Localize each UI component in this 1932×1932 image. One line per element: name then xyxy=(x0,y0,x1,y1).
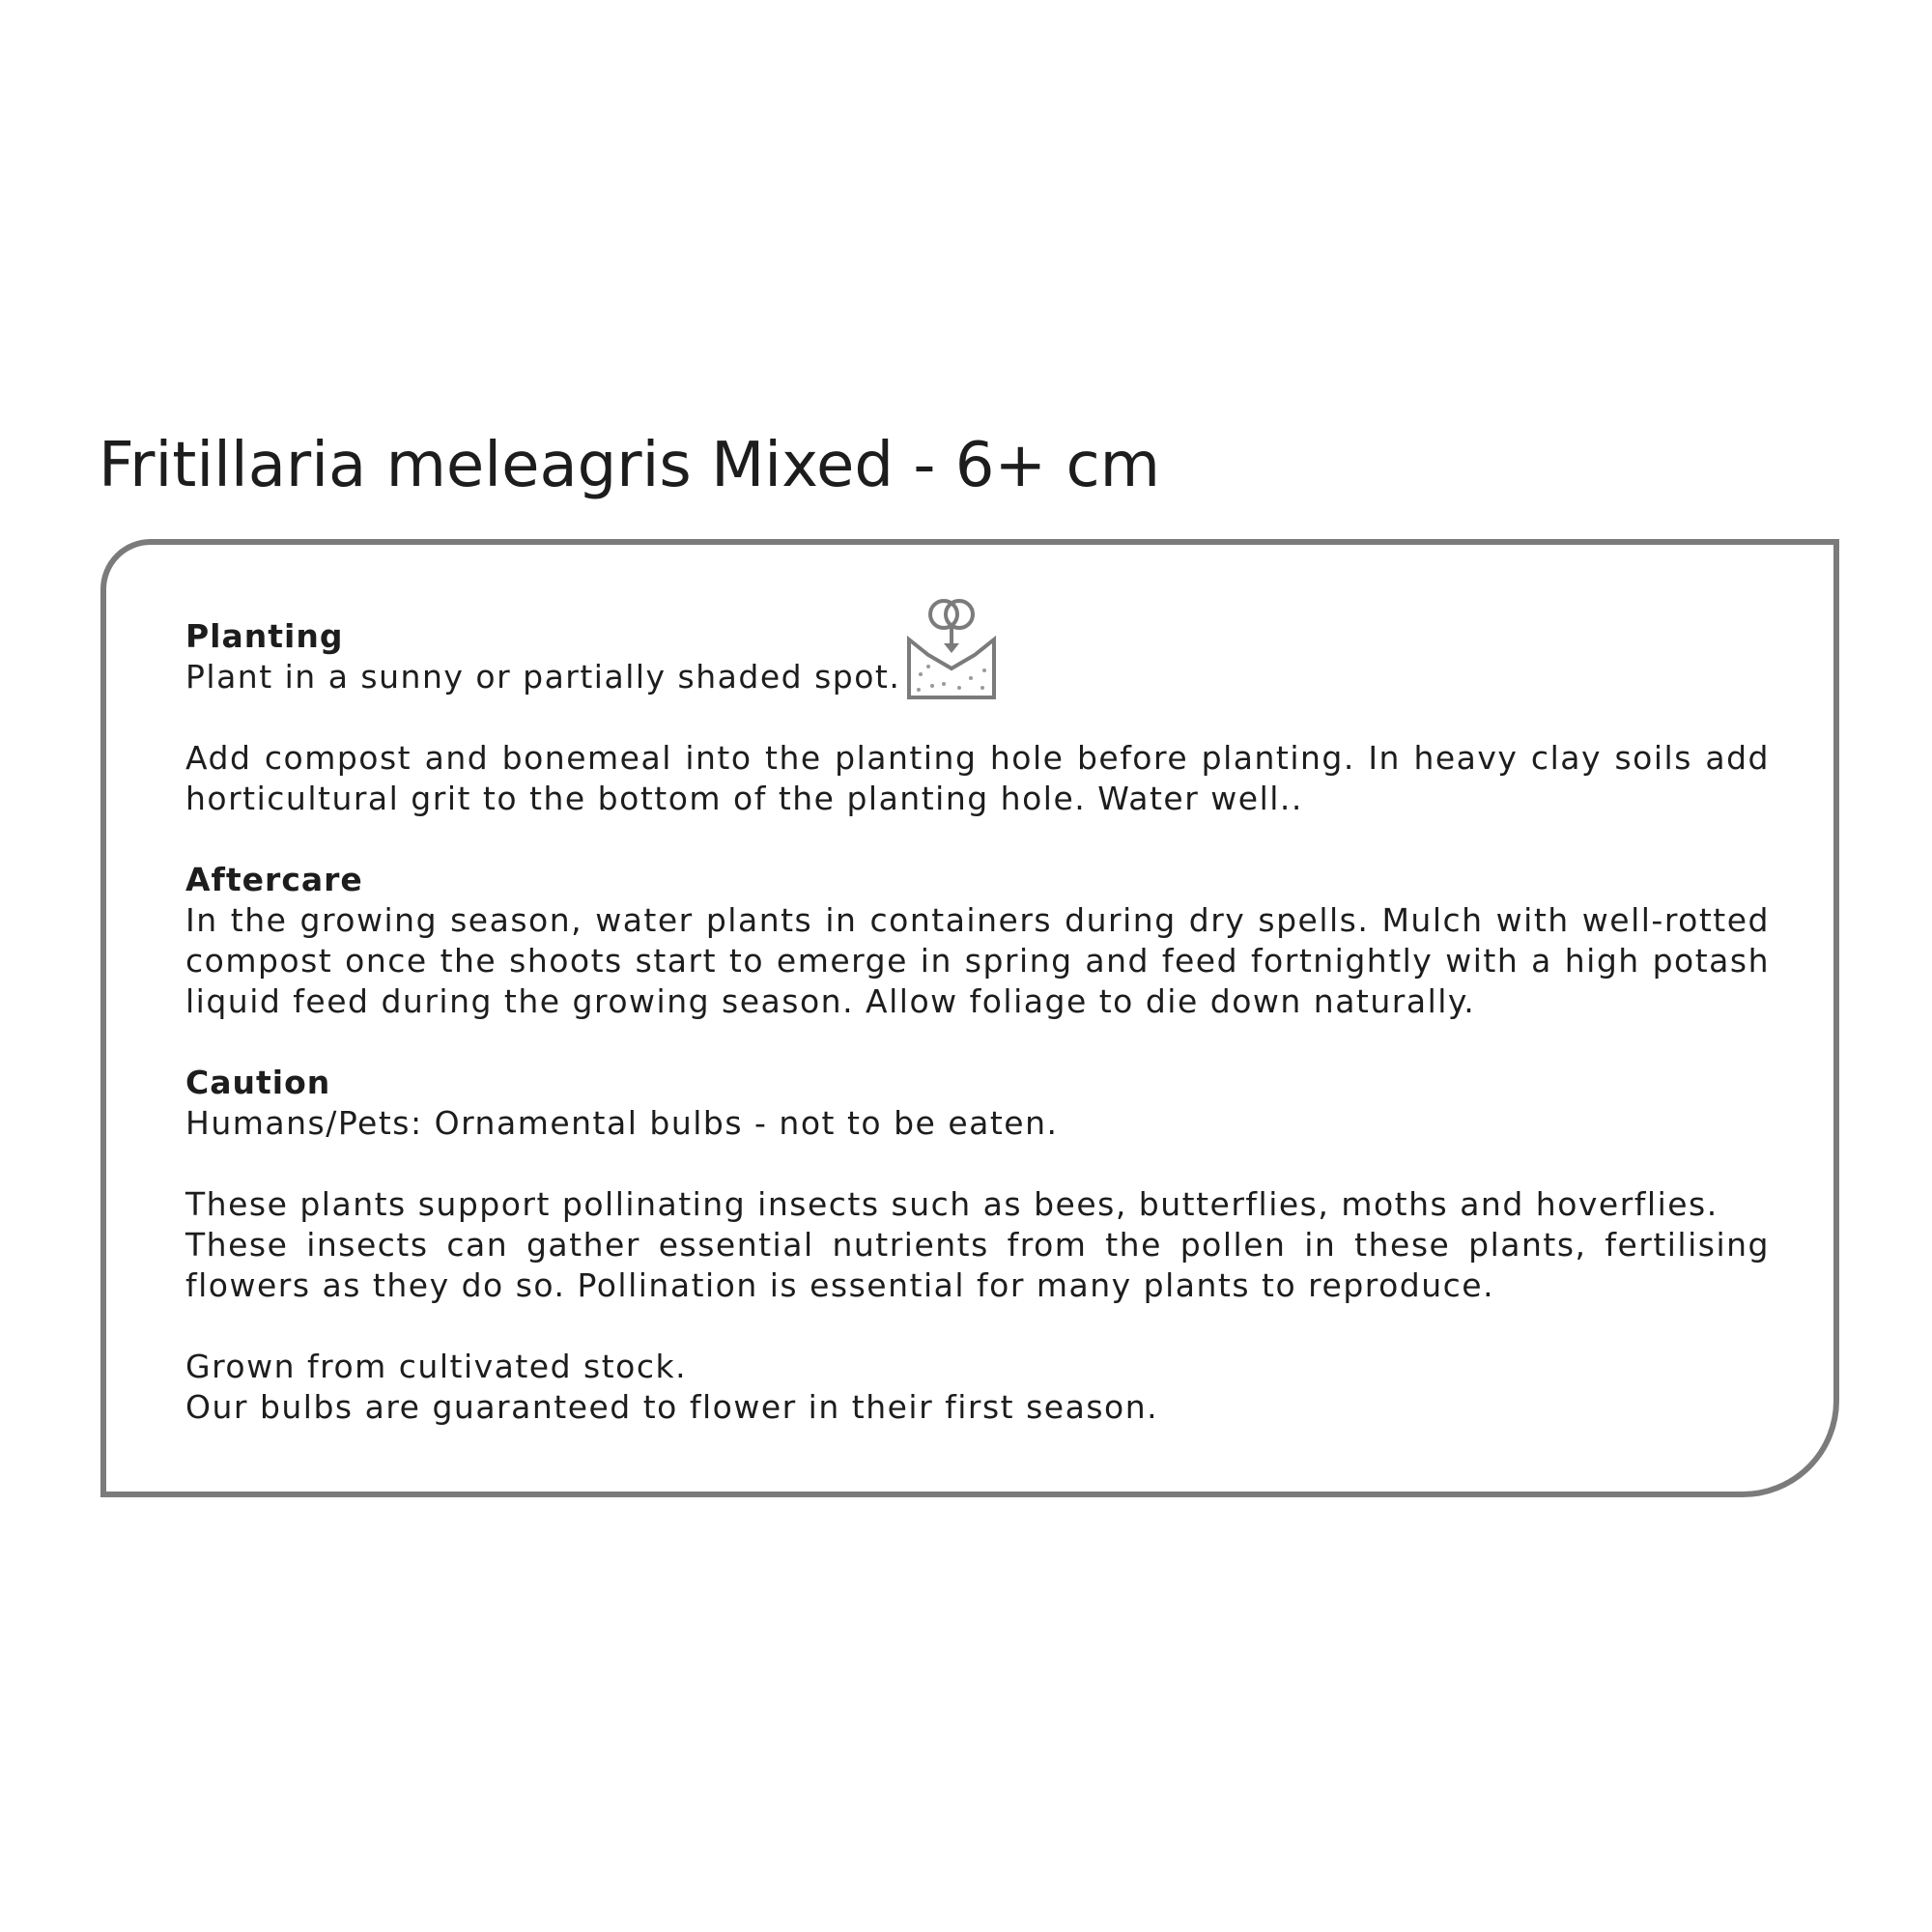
planting-section xyxy=(185,616,1770,697)
pollinator-intro: These plants support pollinating insects such as bees, butterflies, moths and hoverflies. xyxy=(185,1185,1719,1223)
bulb-planting-icon xyxy=(903,597,1000,703)
page-title: Fritillaria meleagris Mixed - 6+ cm xyxy=(99,430,1160,501)
stock-note: Grown from cultivated stock. xyxy=(185,1348,688,1385)
planting-instructions: Add compost and bonemeal into the planting hole before planting. In heavy clay soils add horticultural grit to the bottom of the planting hole. Water well.. xyxy=(185,739,1770,817)
pollinator-text: These insects can gather essential nutrients from the pollen in these plants, fertilising flowers as they do so. Pollination is essential for many plants to reproduce. xyxy=(185,1226,1770,1304)
planting-heading: Planting xyxy=(185,617,344,655)
aftercare-heading: Aftercare xyxy=(185,861,363,898)
info-card-content xyxy=(185,616,1770,1428)
caution-text: Humans/Pets: Ornamental bulbs - not to be eaten. xyxy=(185,1104,1059,1142)
info-card xyxy=(100,539,1839,1497)
spacer xyxy=(185,1022,1770,1063)
spacer xyxy=(185,819,1770,860)
aftercare-instructions: In the growing season, water plants in containers during dry spells. Mulch with well-rotted compost once the shoots start to emerge in spring and feed fortnightly with a high potash liquid feed during the growing season. Allow foliage to die down naturally. xyxy=(185,901,1770,1020)
guarantee-note: Our bulbs are guaranteed to flower in their first season. xyxy=(185,1388,1159,1426)
spacer xyxy=(185,1306,1770,1347)
planting-sun-text: Plant in a sunny or partially shaded spot. xyxy=(185,658,901,696)
spacer xyxy=(185,697,1770,738)
caution-heading: Caution xyxy=(185,1064,331,1101)
spacer xyxy=(185,1144,1770,1184)
